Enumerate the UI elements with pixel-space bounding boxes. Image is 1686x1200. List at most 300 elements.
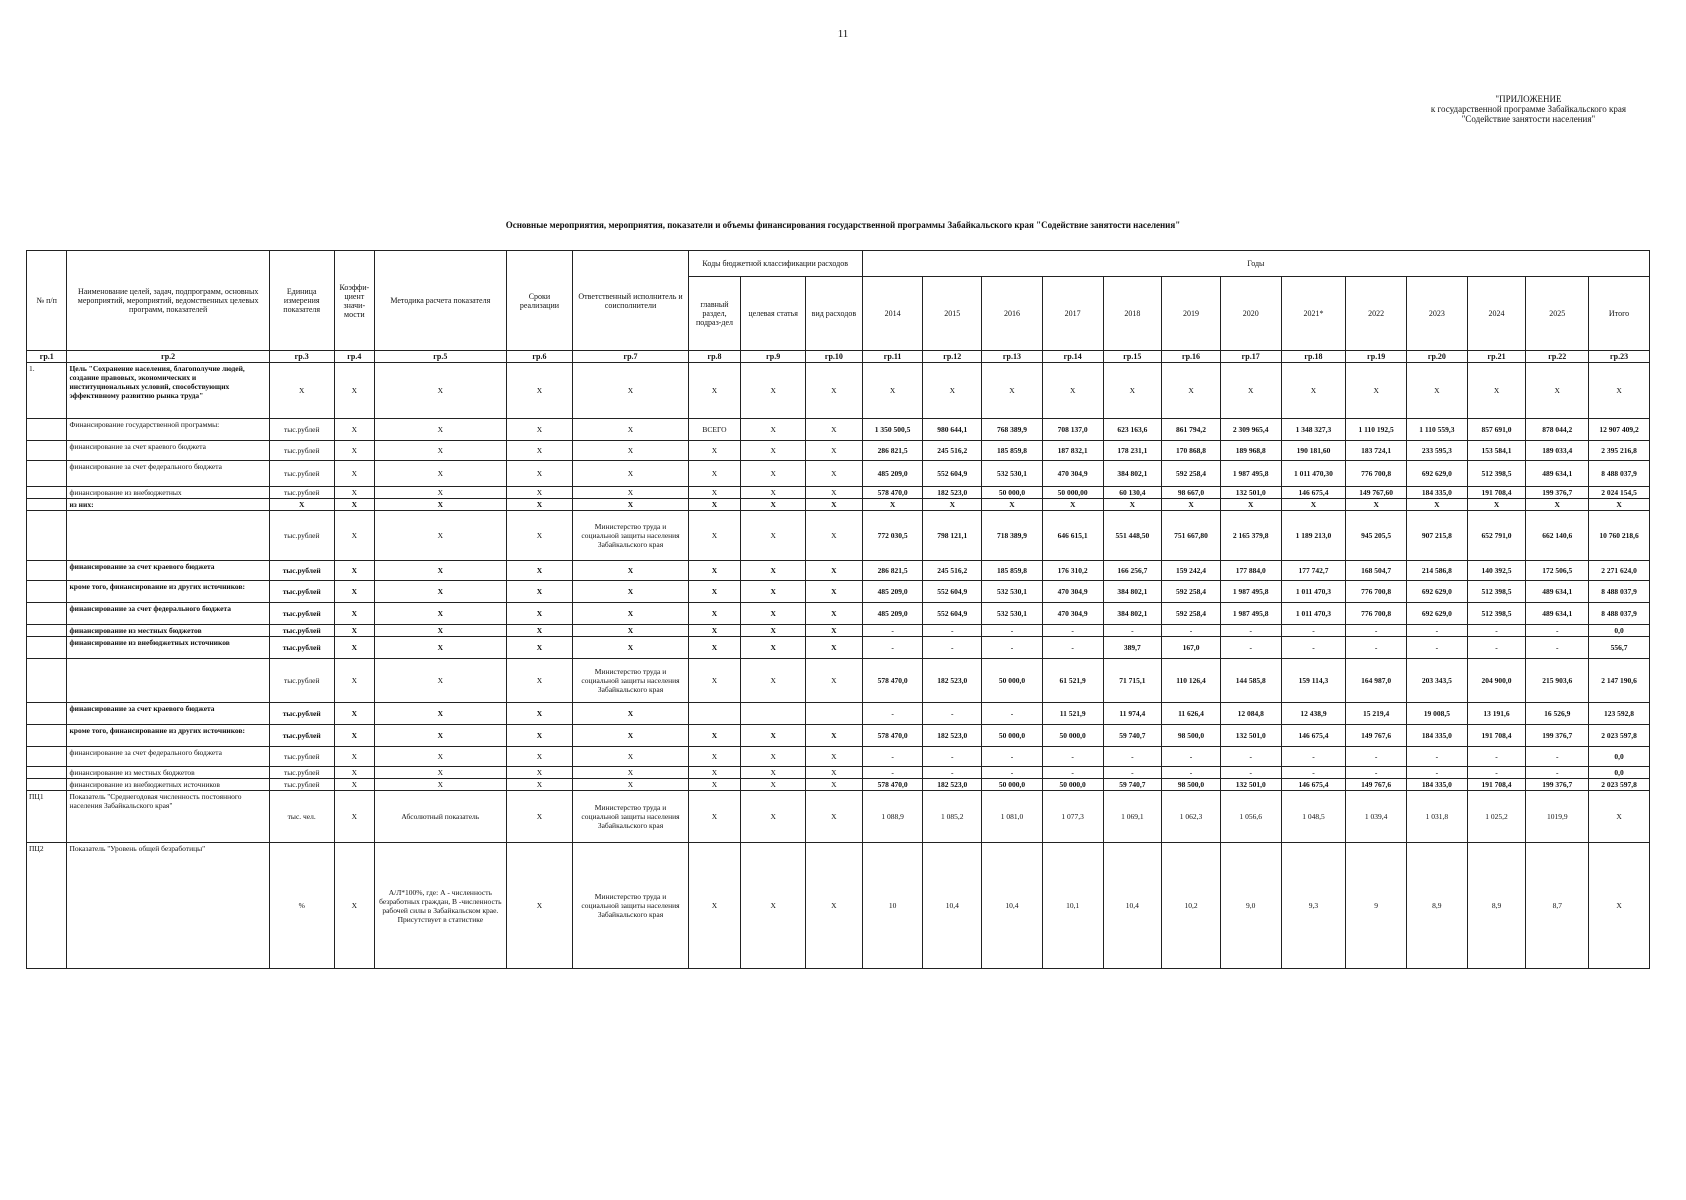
value-cell: 10,1 [1042,843,1103,969]
column-number-cell: гр.9 [741,351,806,363]
value-cell: 199 376,7 [1526,779,1589,791]
value-cell: X [1589,363,1650,419]
value-cell: 857 691,0 [1467,419,1526,441]
header-unit: Единица измерения показателя [269,251,334,351]
value-cell: 652 791,0 [1467,511,1526,561]
header-bcc-kind: вид расходов [806,277,863,351]
value-cell: 9 [1346,843,1407,969]
attribute-cell: X [688,561,741,581]
attribute-cell: X [375,487,507,499]
attribute-cell: X [375,779,507,791]
attribute-cell: % [269,843,334,969]
attribute-cell: тыс.рублей [269,461,334,487]
value-cell: 1 189 213,0 [1281,511,1346,561]
table-row [27,499,1650,511]
attribute-cell: X [741,603,806,625]
value-cell: 167,0 [1162,637,1221,659]
value-cell: 1 069,1 [1103,791,1162,843]
row-number-cell: ПЦ1 [27,791,67,843]
attribute-cell: X [688,625,741,637]
column-number-cell: гр.6 [506,351,573,363]
value-cell: 578 470,0 [862,659,923,703]
attribute-cell: X [573,625,688,637]
attribute-cell: X [688,637,741,659]
value-cell: - [1346,625,1407,637]
value-cell: 168 504,7 [1346,561,1407,581]
value-cell: 2 024 154,5 [1589,487,1650,499]
value-cell: - [1103,767,1162,779]
value-cell: 19 008,5 [1407,703,1468,725]
attribute-cell: X [334,603,374,625]
value-cell: 203 343,5 [1407,659,1468,703]
value-cell: 98 667,0 [1162,487,1221,499]
value-cell: 16 526,9 [1526,703,1589,725]
value-cell: 98 500,0 [1162,779,1221,791]
value-cell: 1 987 495,8 [1220,581,1281,603]
value-cell: 2 271 624,0 [1589,561,1650,581]
document-title: Основные мероприятия, мероприятия, показатели и объемы финансирования государственной программы Забайкальского края "Содействие занятости населения" [505,220,1181,230]
value-cell: 233 595,3 [1407,441,1468,461]
value-cell: 189 033,4 [1526,441,1589,461]
value-cell: 692 629,0 [1407,603,1468,625]
value-cell: 878 044,2 [1526,419,1589,441]
value-cell: - [1526,767,1589,779]
column-number-cell: гр.16 [1162,351,1221,363]
row-name-cell: финансирование за счет краевого бюджета [67,441,269,461]
value-cell: 552 604,9 [923,461,982,487]
table-row [27,637,1650,659]
value-cell: 189 968,8 [1220,441,1281,461]
row-number-cell [27,779,67,791]
attribute-cell: X [688,499,741,511]
attribute-cell: X [741,363,806,419]
value-cell: 204 900,0 [1467,659,1526,703]
row-number-cell [27,625,67,637]
attribute-cell: тыс. чел. [269,791,334,843]
row-number-cell [27,499,67,511]
value-cell: - [1042,637,1103,659]
attribute-cell: X [741,441,806,461]
attribute-cell: X [688,791,741,843]
attribute-cell: X [806,499,863,511]
value-cell: 532 530,1 [982,581,1043,603]
row-number-cell [27,747,67,767]
row-number-cell [27,725,67,747]
value-cell: 178 231,1 [1103,441,1162,461]
header-year-2021: 2021* [1281,277,1346,351]
header-num: № п/п [27,251,67,351]
attribute-cell: X [334,637,374,659]
row-name-cell: финансирование из местных бюджетов [67,767,269,779]
value-cell: 182 523,0 [923,487,982,499]
attribute-cell: X [334,581,374,603]
value-cell: 183 724,1 [1346,441,1407,461]
value-cell: X [1162,363,1221,419]
value-cell: 8,9 [1407,843,1468,969]
column-number-cell: гр.21 [1467,351,1526,363]
value-cell: - [1467,637,1526,659]
value-cell: 132 501,0 [1220,725,1281,747]
value-cell: 182 523,0 [923,779,982,791]
value-cell: 489 634,1 [1526,581,1589,603]
value-cell: 489 634,1 [1526,603,1589,625]
value-cell: 2 147 190,6 [1589,659,1650,703]
value-cell: 8 488 037,9 [1589,461,1650,487]
header-year-2023: 2023 [1407,277,1468,351]
attribute-cell: X [506,487,573,499]
attribute-cell: X [741,461,806,487]
value-cell: - [1042,767,1103,779]
value-cell: X [1467,363,1526,419]
value-cell: X [1407,499,1468,511]
column-number-cell: гр.11 [862,351,923,363]
value-cell: 10,2 [1162,843,1221,969]
attribute-cell: X [506,637,573,659]
value-cell: 286 821,5 [862,441,923,461]
value-cell: - [862,625,923,637]
value-cell: 50 000,0 [1042,725,1103,747]
value-cell: X [1407,363,1468,419]
value-cell: X [1589,843,1650,969]
attribute-cell: X [334,703,374,725]
column-number-cell: гр.5 [375,351,507,363]
attribute-cell: X [688,779,741,791]
header-year-2020: 2020 [1220,277,1281,351]
attribute-cell: X [741,747,806,767]
value-cell: 184 335,0 [1407,725,1468,747]
attribute-cell: X [506,779,573,791]
attribute-cell: тыс.рублей [269,625,334,637]
table-row [27,791,1650,843]
row-name-cell: кроме того, финансирование из других источников: [67,581,269,603]
value-cell: 662 140,6 [1526,511,1589,561]
row-name-cell: Цель "Сохранение населения, благополучие людей, создание правовых, экономических и институциональных условий, способствующих эффективному развитию рынка труда" [67,363,269,419]
attribute-cell: X [506,581,573,603]
row-name-cell: финансирование из местных бюджетов [67,625,269,637]
value-cell: 646 615,1 [1042,511,1103,561]
attribute-cell: тыс.рублей [269,419,334,441]
value-cell: - [923,767,982,779]
table-row [27,363,1650,419]
value-cell: X [982,499,1043,511]
value-cell: 0,0 [1589,747,1650,767]
attribute-cell: X [741,625,806,637]
attribute-cell: X [334,499,374,511]
attribute-cell: X [806,637,863,659]
attribute-cell: X [573,461,688,487]
value-cell: 1 011 470,30 [1281,461,1346,487]
table-row [27,441,1650,461]
attribute-cell: тыс.рублей [269,511,334,561]
value-cell: 1 077,3 [1042,791,1103,843]
value-cell: 123 592,8 [1589,703,1650,725]
value-cell: 185 859,8 [982,561,1043,581]
value-cell: 199 376,7 [1526,725,1589,747]
value-cell: X [1162,499,1221,511]
value-cell: - [1407,637,1468,659]
value-cell: 1 031,8 [1407,791,1468,843]
attribute-cell: X [573,499,688,511]
attribute-cell: X [334,561,374,581]
attribute-cell: X [573,603,688,625]
attribute-cell: X [375,363,507,419]
row-number-cell [27,561,67,581]
value-cell: 10,4 [923,843,982,969]
attribute-cell: X [573,725,688,747]
header-year-2014: 2014 [862,277,923,351]
column-number-cell: гр.1 [27,351,67,363]
value-cell: - [982,767,1043,779]
value-cell: 11 626,4 [1162,703,1221,725]
table-row [27,461,1650,487]
value-cell: 191 708,4 [1467,725,1526,747]
value-cell: - [1220,767,1281,779]
row-number-cell: 1. [27,363,67,419]
value-cell: - [982,625,1043,637]
attribute-cell: X [806,603,863,625]
value-cell: 389,7 [1103,637,1162,659]
attribute-cell: X [334,779,374,791]
value-cell: - [923,703,982,725]
attribute-cell: X [688,767,741,779]
value-cell: - [1281,767,1346,779]
value-cell: 153 584,1 [1467,441,1526,461]
attribute-cell: Министерство труда и социальной защиты населения Забайкальского края [573,511,688,561]
attribute-cell: X [375,581,507,603]
column-number-cell: гр.22 [1526,351,1589,363]
value-cell: - [923,625,982,637]
value-cell: 718 389,9 [982,511,1043,561]
value-cell: 12 084,8 [1220,703,1281,725]
value-cell: 1 056,6 [1220,791,1281,843]
attribute-cell: X [573,637,688,659]
value-cell: 907 215,8 [1407,511,1468,561]
column-number-cell: гр.15 [1103,351,1162,363]
table-row [27,659,1650,703]
value-cell: - [862,767,923,779]
value-cell: 11 521,9 [1042,703,1103,725]
value-cell: 132 501,0 [1220,779,1281,791]
value-cell: 470 304,9 [1042,461,1103,487]
value-cell: 182 523,0 [923,659,982,703]
value-cell: X [1220,363,1281,419]
value-cell: 1 088,9 [862,791,923,843]
appendix-line-2: к государственной программе Забайкальского края [1430,104,1626,114]
value-cell: 11 974,4 [1103,703,1162,725]
value-cell: 485 209,0 [862,461,923,487]
value-cell: 50 000,0 [982,487,1043,499]
attribute-cell: X [334,659,374,703]
value-cell: 184 335,0 [1407,487,1468,499]
value-cell: 1 350 500,5 [862,419,923,441]
value-cell: - [1467,767,1526,779]
attribute-cell: X [688,659,741,703]
attribute-cell: X [806,363,863,419]
attribute-cell: X [375,747,507,767]
value-cell: 945 205,5 [1346,511,1407,561]
table-row [27,487,1650,499]
value-cell: 60 130,4 [1103,487,1162,499]
attribute-cell: X [506,767,573,779]
value-cell: 1 048,5 [1281,791,1346,843]
attribute-cell: X [688,461,741,487]
attribute-cell: тыс.рублей [269,561,334,581]
value-cell: - [1162,625,1221,637]
attribute-cell: тыс.рублей [269,659,334,703]
value-cell: 12 907 409,2 [1589,419,1650,441]
value-cell: 199 376,7 [1526,487,1589,499]
attribute-cell: X [741,419,806,441]
attribute-cell: X [806,561,863,581]
row-number-cell [27,441,67,461]
attribute-cell: X [334,511,374,561]
value-cell: 177 884,0 [1220,561,1281,581]
value-cell: 2 309 965,4 [1220,419,1281,441]
value-cell: 1 081,0 [982,791,1043,843]
attribute-cell: X [806,843,863,969]
value-cell: 10,4 [982,843,1043,969]
value-cell: 146 675,4 [1281,725,1346,747]
attribute-cell: X [741,511,806,561]
header-total: Итого [1589,277,1650,351]
value-cell: - [1042,625,1103,637]
value-cell: 15 219,4 [1346,703,1407,725]
attribute-cell: X [334,747,374,767]
page-number: 11 [837,28,849,40]
value-cell: - [982,637,1043,659]
attribute-cell: X [375,499,507,511]
header-method: Методика расчета показателя [375,251,507,351]
value-cell: - [982,703,1043,725]
value-cell: 489 634,1 [1526,461,1589,487]
attribute-cell: X [806,581,863,603]
value-cell: 776 700,8 [1346,461,1407,487]
value-cell: 1 110 559,3 [1407,419,1468,441]
value-cell: - [1281,637,1346,659]
appendix-line-3: "Содействие занятости населения" [1461,114,1596,124]
value-cell: 164 987,0 [1346,659,1407,703]
attribute-cell: тыс.рублей [269,703,334,725]
column-number-cell: гр.14 [1042,351,1103,363]
attribute-cell: тыс.рублей [269,637,334,659]
value-cell: 2 165 379,8 [1220,511,1281,561]
value-cell: 1 011 470,3 [1281,603,1346,625]
table-row [27,843,1650,969]
value-cell: 592 258,4 [1162,603,1221,625]
row-name-cell: из них: [67,499,269,511]
value-cell: - [1162,767,1221,779]
value-cell: 8,9 [1467,843,1526,969]
header-year-2024: 2024 [1467,277,1526,351]
attribute-cell: X [573,779,688,791]
column-number-cell: гр.3 [269,351,334,363]
value-cell: - [1103,625,1162,637]
row-number-cell [27,487,67,499]
value-cell: 177 742,7 [1281,561,1346,581]
value-cell: 110 126,4 [1162,659,1221,703]
header-year-2017: 2017 [1042,277,1103,351]
header-year-2022: 2022 [1346,277,1407,351]
value-cell: - [1281,747,1346,767]
row-name-cell [67,659,269,703]
attribute-cell: тыс.рублей [269,487,334,499]
value-cell: X [923,499,982,511]
attribute-cell: X [334,419,374,441]
value-cell: X [923,363,982,419]
value-cell: X [1281,499,1346,511]
attribute-cell: X [506,363,573,419]
attribute-cell: X [506,725,573,747]
attribute-cell: X [375,625,507,637]
attribute-cell: X [688,747,741,767]
value-cell: - [1407,747,1468,767]
attribute-cell: X [573,561,688,581]
value-cell: 0,0 [1589,767,1650,779]
column-number-cell: гр.18 [1281,351,1346,363]
value-cell: X [1281,363,1346,419]
value-cell: 10 760 218,6 [1589,511,1650,561]
header-bcc-section: главный раздел, подраз-дел [688,277,741,351]
value-cell: - [1220,625,1281,637]
value-cell: 149 767,6 [1346,725,1407,747]
column-number-cell: гр.2 [67,351,269,363]
attribute-cell: тыс.рублей [269,441,334,461]
value-cell: 592 258,4 [1162,581,1221,603]
attribute-cell: X [573,419,688,441]
attribute-cell: X [269,363,334,419]
value-cell: - [862,747,923,767]
value-cell: 190 181,60 [1281,441,1346,461]
attribute-cell: X [573,487,688,499]
value-cell: 1 062,3 [1162,791,1221,843]
attribute-cell: X [688,487,741,499]
column-number-cell: гр.19 [1346,351,1407,363]
attribute-cell: X [375,419,507,441]
attribute-cell: X [506,791,573,843]
attribute-cell: X [573,767,688,779]
appendix-note [1431,94,1626,124]
attribute-cell: тыс.рублей [269,603,334,625]
attribute-cell: X [741,637,806,659]
value-cell: 10,4 [1103,843,1162,969]
value-cell: 149 767,60 [1346,487,1407,499]
header-year-2016: 2016 [982,277,1043,351]
financing-table [26,250,1650,969]
attribute-cell: X [741,659,806,703]
column-number-cell: гр.17 [1220,351,1281,363]
value-cell: 980 644,1 [923,419,982,441]
attribute-cell: тыс.рублей [269,581,334,603]
value-cell: 512 398,5 [1467,461,1526,487]
attribute-cell: тыс.рублей [269,779,334,791]
header-terms: Сроки реализации [506,251,573,351]
attribute-cell: X [375,767,507,779]
value-cell: X [862,499,923,511]
value-cell: 187 832,1 [1042,441,1103,461]
attribute-cell: X [506,659,573,703]
attribute-cell: X [741,791,806,843]
attribute-cell: Министерство труда и социальной защиты населения Забайкальского края [573,843,688,969]
row-name-cell: финансирование за счет федерального бюджета [67,747,269,767]
table-row [27,419,1650,441]
value-cell: 8 488 037,9 [1589,603,1650,625]
value-cell: 578 470,0 [862,487,923,499]
header-years-group: Годы [862,251,1649,277]
attribute-cell: X [741,767,806,779]
value-cell: - [1220,747,1281,767]
value-cell: 1 348 327,3 [1281,419,1346,441]
value-cell: 191 708,4 [1467,487,1526,499]
